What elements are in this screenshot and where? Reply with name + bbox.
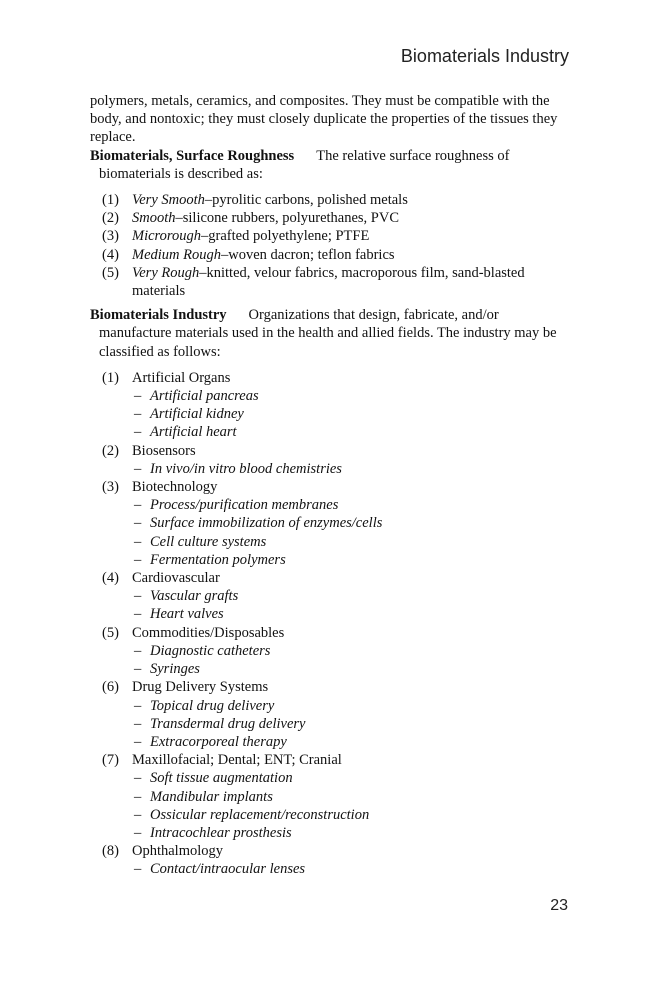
item-number: (5) (102, 264, 119, 281)
dash: – (134, 824, 142, 841)
sub-item (90, 405, 568, 423)
entry-term: Biomaterials Industry (90, 307, 227, 324)
dash: – (134, 788, 142, 805)
category-label: Ophthalmology (132, 843, 224, 860)
sub-list (90, 697, 568, 752)
sub-item (90, 860, 568, 878)
dash: – (134, 715, 142, 732)
dash: – (134, 406, 142, 423)
dash: – (134, 497, 142, 514)
industry-category (90, 442, 568, 460)
item-dash: – (199, 264, 207, 281)
dash: – (134, 642, 142, 659)
industry-list (90, 369, 568, 879)
industry-category (90, 624, 568, 642)
roughness-item (90, 191, 568, 209)
industry-category (90, 678, 568, 696)
item-number: (1) (102, 369, 119, 386)
sub-item-text: Vascular grafts (150, 588, 239, 605)
sub-item-text: Topical drug delivery (150, 697, 275, 714)
industry-category (90, 569, 568, 587)
item-number: (5) (102, 624, 119, 641)
sub-item-text: Syringes (150, 661, 200, 678)
roughness-item (90, 246, 568, 264)
item-number: (6) (102, 679, 119, 696)
entry-term: Biomaterials, Surface Roughness (90, 147, 295, 164)
item-text: silicone rubbers, polyurethanes, PVC (182, 210, 400, 227)
sub-item (90, 733, 568, 751)
sub-item-text: In vivo/in vitro blood chemistries (150, 460, 342, 477)
item-term: Microrough (132, 228, 202, 245)
sub-item (90, 423, 568, 441)
item-term: Smooth (132, 210, 176, 227)
sub-item-text: Fermentation polymers (150, 551, 286, 568)
category-label: Cardiovascular (132, 570, 220, 587)
sub-item (90, 533, 568, 551)
item-number: (1) (102, 192, 119, 209)
sub-item-text: Cell culture systems (150, 533, 267, 550)
intro-paragraph: polymers, metals, ceramics, and composites. They must be compatible with the body, and nontoxic; they must closely duplicate the properties of the tissues they replace. (90, 93, 558, 146)
sub-item-text: Ossicular replacement/reconstruction (150, 806, 370, 823)
item-term: Medium Rough (132, 246, 221, 263)
item-number: (4) (102, 246, 119, 263)
item-number: (4) (102, 570, 119, 587)
item-number: (2) (102, 210, 119, 227)
roughness-item (90, 264, 568, 300)
entry-definition: The relative surface roughness of biomaterials is described as: (99, 147, 510, 182)
roughness-item (90, 209, 568, 227)
item-number: (3) (102, 228, 119, 245)
category-label: Maxillofacial; Dental; ENT; Cranial (132, 752, 342, 769)
sub-item-text: Mandibular implants (150, 788, 273, 805)
sub-item (90, 769, 568, 787)
sub-item (90, 587, 568, 605)
category-label: Commodities/Disposables (132, 624, 285, 641)
sub-item (90, 697, 568, 715)
item-dash: – (175, 210, 183, 227)
item-term: Very Smooth (132, 192, 205, 209)
sub-item-text: Diagnostic catheters (150, 642, 271, 659)
sub-item-text: Artificial heart (150, 424, 237, 441)
sub-list (90, 460, 568, 478)
dash: – (134, 388, 142, 405)
item-number: (3) (102, 479, 119, 496)
category-label: Drug Delivery Systems (132, 679, 269, 696)
sub-item (90, 496, 568, 514)
industry-category (90, 751, 568, 769)
sub-item (90, 605, 568, 623)
item-dash: – (201, 228, 209, 245)
sub-item-text: Intracochlear prosthesis (150, 824, 292, 841)
item-number: (7) (102, 752, 119, 769)
industry-category (90, 478, 568, 496)
dash: – (134, 460, 142, 477)
dash: – (134, 515, 142, 532)
sub-item (90, 660, 568, 678)
item-number: (2) (102, 442, 119, 459)
sub-item (90, 824, 568, 842)
sub-item (90, 387, 568, 405)
dash: – (134, 770, 142, 787)
sub-item-text: Surface immobilization of enzymes/cells (150, 515, 383, 532)
dash: – (134, 661, 142, 678)
sub-item (90, 514, 568, 532)
sub-item (90, 642, 568, 660)
sub-list (90, 587, 568, 623)
running-header: Biomaterials Industry (400, 46, 569, 66)
dash: – (134, 424, 142, 441)
dash: – (134, 606, 142, 623)
item-text: knitted, velour fabrics, macroporous film, sand-blasted materials (132, 264, 525, 300)
sub-item-text: Soft tissue augmentation (150, 770, 293, 787)
entry-biomaterials-industry (90, 306, 568, 361)
item-number: (8) (102, 843, 119, 860)
item-text: pyrolitic carbons, polished metals (212, 192, 408, 209)
dash: – (134, 697, 142, 714)
dash: – (134, 733, 142, 750)
sub-list (90, 769, 568, 842)
sub-item-text: Heart valves (150, 606, 224, 623)
sub-item-text: Artificial pancreas (150, 388, 259, 405)
sub-list (90, 387, 568, 442)
sub-item (90, 551, 568, 569)
sub-list (90, 496, 568, 569)
sub-item-text: Process/purification membranes (150, 497, 339, 514)
category-label: Biosensors (132, 442, 196, 459)
sub-item (90, 715, 568, 733)
item-dash: – (221, 246, 229, 263)
item-text: woven dacron; teflon fabrics (228, 246, 395, 263)
category-label: Artificial Organs (132, 369, 231, 386)
sub-item-text: Artificial kidney (150, 406, 244, 423)
industry-category (90, 842, 568, 860)
dash: – (134, 551, 142, 568)
sub-item-text: Contact/intraocular lenses (150, 861, 306, 878)
dash: – (134, 861, 142, 878)
sub-item-text: Transdermal drug delivery (150, 715, 306, 732)
item-text: grafted polyethylene; PTFE (208, 228, 370, 245)
sub-item (90, 460, 568, 478)
sub-item (90, 806, 568, 824)
item-dash: – (204, 192, 213, 209)
dash: – (134, 533, 142, 550)
dash: – (134, 588, 142, 605)
category-label: Biotechnology (132, 479, 218, 496)
industry-category (90, 369, 568, 387)
entry-surface-roughness (90, 147, 568, 183)
sub-list (90, 642, 568, 678)
page-body (90, 92, 568, 885)
item-term: Very Rough (132, 264, 200, 281)
sub-item-text: Extracorporeal therapy (150, 733, 287, 750)
roughness-list (90, 191, 568, 300)
sub-list (90, 860, 568, 878)
page-number: 23 (550, 897, 568, 914)
dash: – (134, 806, 142, 823)
sub-item (90, 788, 568, 806)
roughness-item (90, 227, 568, 245)
entry-definition: Organizations that design, fabricate, and/or manufacture materials used in the health and allied fields. The industry may be classified as follows: (99, 307, 557, 360)
